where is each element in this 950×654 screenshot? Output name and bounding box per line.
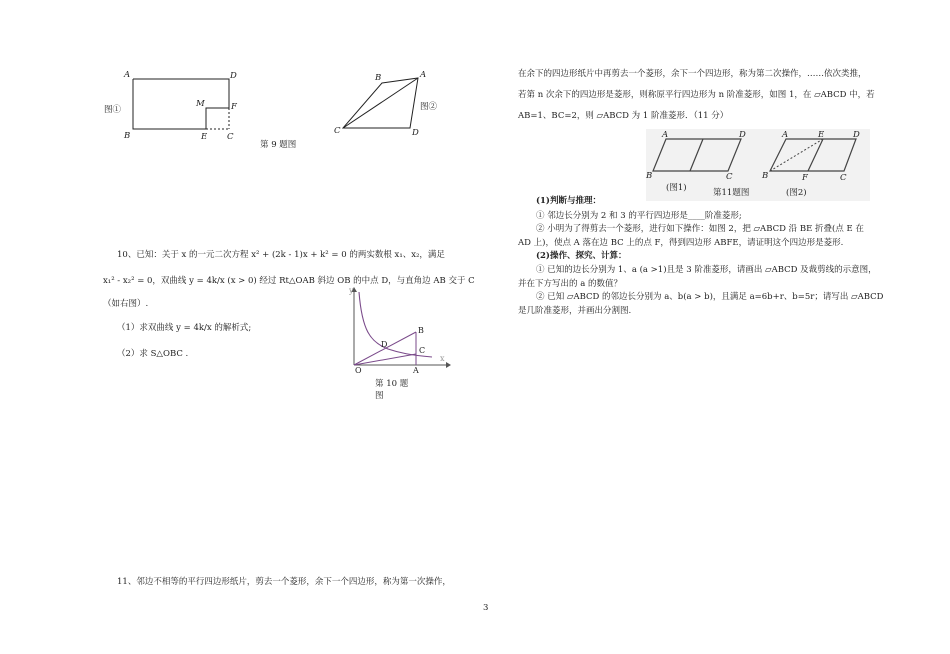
right-paragraph-2: 若第 n 次余下的四边形是菱形，则称原平行四边形为 n 阶准菱形，如图 1，在 ▱ABCD 中，若	[518, 90, 875, 100]
point-c-label: C	[334, 126, 341, 136]
fig1-point-a: A	[662, 130, 669, 140]
page-number: 3	[483, 603, 489, 613]
q10-caption-line-2: 图	[375, 391, 384, 401]
fig1-point-d: D	[739, 130, 746, 140]
fig9-label-2: 图②	[420, 102, 438, 112]
point-d-label: D	[230, 71, 237, 81]
fig1-point-c: C	[726, 172, 733, 182]
part-2-q2-line-2: 是几阶准菱形，并画出分割图.	[518, 306, 632, 316]
q11-figure	[646, 129, 870, 201]
fig2-point-e: E	[818, 130, 825, 140]
fig1-point-b: B	[646, 171, 653, 181]
part-2-q1-line-2: 并在下方写出的 a 的数值？	[518, 279, 622, 289]
q10-line-1: 10、已知：关于 x 的一元二次方程 x² + (2k - 1)x + k² = 0 的两实数根 x₁、x₂，满足	[117, 250, 445, 260]
fig2-point-b: B	[762, 171, 769, 181]
fig9-caption: 第 9 题图	[260, 140, 297, 150]
point-b-label: B	[375, 73, 382, 83]
point-b-label: B	[418, 326, 424, 335]
point-c-label: C	[419, 346, 426, 355]
q10-caption-line-1: 第 10 题	[375, 379, 409, 389]
fig2-point-f: F	[802, 173, 808, 183]
q10-line-3: （如右图）.	[103, 299, 149, 309]
point-a-label: A	[420, 70, 427, 80]
part-2-heading: (2)操作、探究、计算：	[536, 251, 627, 261]
point-a-label: A	[413, 366, 419, 375]
q10-line-2: x₁² - x₂² = 0，双曲线 y = 4k/x (x > 0) 经过 Rt△OAB 斜边 OB 的中点 D，与直角边 AB 交于 C	[103, 276, 475, 286]
part-1-q2-line-1: ② 小明为了得剪去一个菱形，进行如下操作：如图 2，把 ▱ABCD 沿 BE 折叠(点 E 在	[536, 224, 864, 234]
fig2-point-d: D	[853, 130, 860, 140]
origin-label: O	[355, 366, 362, 375]
point-m-label: M	[196, 99, 205, 109]
point-e-label: E	[201, 132, 208, 142]
fig2-label: (图2)	[786, 188, 807, 198]
part-1-heading: (1)判断与推理：	[536, 196, 601, 206]
fig2-point-c: C	[840, 173, 847, 183]
fig2-point-a: A	[782, 130, 789, 140]
part-1-q1: ① 邻边长分别为 2 和 3 的平行四边形是____阶准菱形;	[536, 211, 742, 221]
fig1-label: (图1)	[666, 183, 687, 193]
point-d-label: D	[381, 340, 388, 349]
right-paragraph-3: AB=1、BC=2，则 ▱ABCD 为 1 阶准菱形．（11 分）	[518, 111, 729, 121]
fig11-caption: 第11题图	[713, 188, 750, 198]
fig9-label-1: 图①	[104, 105, 122, 115]
right-paragraph-1: 在余下的四边形纸片中再剪去一个菱形，余下一个四边形，称为第二次操作，……依次类推，	[518, 69, 867, 79]
y-axis-label: y	[349, 286, 354, 295]
q10-subquestion-2: （2）求 S△OBC .	[117, 349, 189, 359]
point-a-label: A	[124, 70, 131, 80]
part-2-q2-line-1: ② 已知 ▱ABCD 的邻边长分别为 a、b(a > b)，且满足 a=6b+r、b=5r；请写出 ▱ABCD	[536, 292, 884, 302]
point-b-label: B	[124, 131, 131, 141]
point-f-label: F	[231, 102, 237, 112]
q10-subquestion-1: （1）求双曲线 y = 4k/x 的解析式;	[117, 323, 252, 333]
part-1-q2-line-2: AD 上)，使点 A 落在边 BC 上的点 F，得到四边形 ABFE，请证明这个四边形是菱形.	[518, 238, 844, 248]
point-d-label: D	[412, 128, 419, 138]
q11-line: 11、邻边不相等的平行四边形纸片，剪去一个菱形，余下一个四边形，称为第一次操作，	[117, 577, 451, 587]
part-2-q1-line-1: ① 已知的边长分别为 1、a (a >1)且是 3 阶准菱形，请画出 ▱ABCD 及裁剪线的示意图，	[536, 265, 877, 275]
point-c-label: C	[227, 132, 234, 142]
x-axis-label: x	[440, 354, 445, 363]
